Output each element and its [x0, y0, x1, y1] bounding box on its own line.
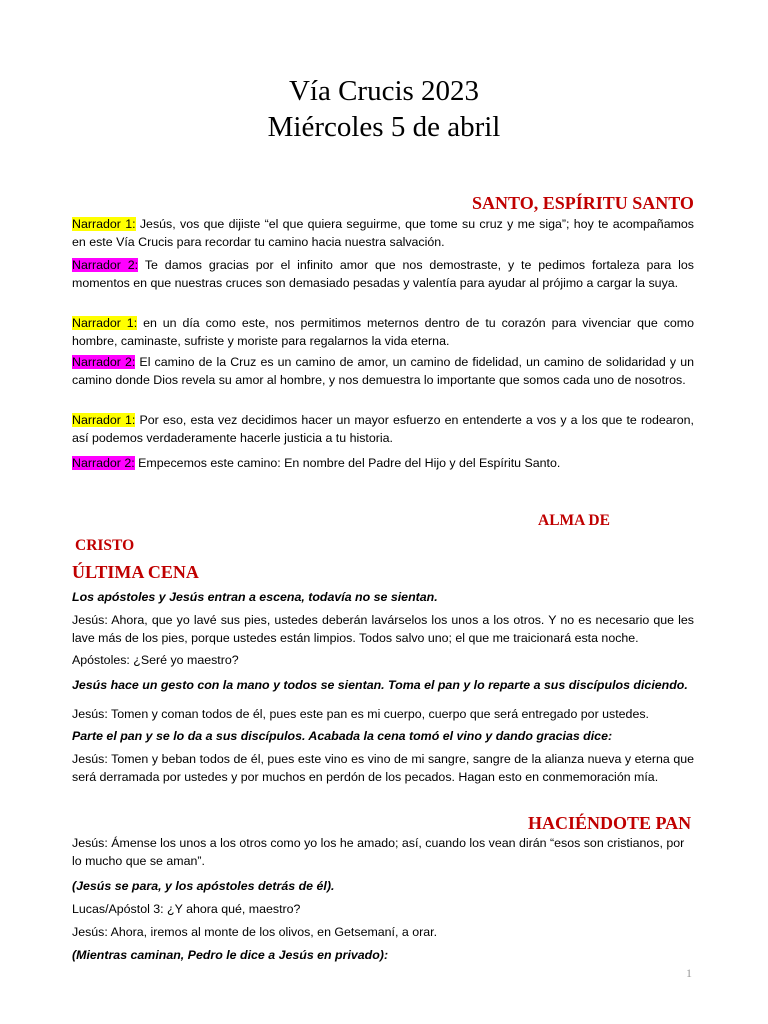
- dialogue-line: Jesús: Tomen y beban todos de él, pues este vino es vino de mi sangre, sangre de la alianza nueva y eterna que será derramada por ustedes y por muchos en perdón de los pecados. Hagan esto en conmemoración mía.: [72, 752, 694, 784]
- paragraph-text: Jesús, vos que dijiste “el que quiera seguirme, que tome su cruz y me siga”; hoy te acompañamos en este Vía Crucis para recordar tu camino hacia nuestra salvación.: [72, 217, 694, 249]
- document-date: Miércoles 5 de abril: [267, 111, 501, 143]
- dialogue-line: Jesús: Ahora, que yo lavé sus pies, ustedes deberán lavárselos los unos a los otros. Y no es necesario que les lave más de los pies, porque ustedes están limpios. Todos salvo uno; el que me traicionará esta noche.: [72, 613, 694, 645]
- speaker-label: Narrador 1:: [72, 413, 136, 427]
- speaker-label: Narrador 2:: [72, 355, 136, 369]
- stage-direction: Jesús hace un gesto con la mano y todos se sientan. Toma el pan y lo reparte a sus discípulos diciendo.: [72, 678, 688, 692]
- paragraph-text: Por eso, esta vez decidimos hacer un mayor esfuerzo en entenderte a vos y a los que te rodearon, así podemos verdaderamente hacerle justicia a tu historia.: [72, 413, 694, 445]
- dialogue-line: Apóstoles: ¿Seré yo maestro?: [72, 653, 239, 667]
- speaker-label: Narrador 2:: [72, 456, 135, 470]
- narrator-paragraph: [72, 454, 694, 472]
- narrator-paragraph: [72, 215, 694, 251]
- dialogue-line: Jesús: Ahora, iremos al monte de los olivos, en Getsemaní, a orar.: [72, 925, 438, 939]
- paragraph-text: Empecemos este camino: En nombre del Padre del Hijo y del Espíritu Santo.: [134, 456, 561, 470]
- section-heading-cristo: CRISTO: [75, 537, 135, 554]
- speaker-label: Narrador 1:: [72, 217, 136, 231]
- dialogue-line: Jesús: Tomen y coman todos de él, pues este pan es mi cuerpo, cuerpo que será entregado por ustedes.: [72, 707, 649, 721]
- section-heading-santo-espiritu: SANTO, ESPÍRITU SANTO: [472, 193, 694, 213]
- narrator-paragraph: [72, 411, 694, 447]
- section-heading-haciendote-pan: HACIÉNDOTE PAN: [528, 813, 692, 833]
- dialogue-line: Jesús: Ámense los unos a los otros como yo los he amado; así, cuando los vean dirán “esos son cristianos, por lo mucho que se aman”.: [72, 836, 685, 868]
- speaker-label: Narrador 2:: [72, 258, 139, 272]
- dialogue-line: Lucas/Apóstol 3: ¿Y ahora qué, maestro?: [72, 902, 301, 916]
- section-subheading-ultima-cena: ÚLTIMA CENA: [72, 562, 199, 582]
- stage-direction: Los apóstoles y Jesús entran a escena, todavía no se sientan.: [72, 590, 438, 604]
- stage-direction: Parte el pan y se lo da a sus discípulos. Acabada la cena tomó el vino y dando gracias dice:: [72, 729, 613, 743]
- section-heading-alma-de: ALMA DE: [538, 512, 610, 529]
- paragraph-text: Te damos gracias por el infinito amor que nos demostraste, y te pedimos fortaleza para los momentos en que nuestras cruces son demasiado pesadas y valentía para ayudar al prójimo a cargar la suya.: [72, 258, 694, 290]
- stage-direction: (Jesús se para, y los apóstoles detrás de él).: [72, 879, 335, 893]
- speaker-label: Narrador 1:: [72, 316, 138, 330]
- paragraph-text: en un día como este, nos permitimos meternos dentro de tu corazón para vivenciar que como hombre, caminaste, sufriste y moriste para regalarnos la vida eterna.: [72, 316, 694, 348]
- narrator-paragraph: [72, 353, 694, 389]
- paragraph-text: El camino de la Cruz es un camino de amor, un camino de fidelidad, un camino de solidaridad y un camino donde Dios revela su amor al hombre, y nos demuestra lo importante que somos cada uno de nosotros.: [72, 355, 694, 387]
- document-title: Vía Crucis 2023: [288, 75, 480, 107]
- stage-direction: (Mientras caminan, Pedro le dice a Jesús en privado):: [72, 948, 389, 962]
- narrator-paragraph: [72, 314, 694, 350]
- narrator-paragraph: [72, 256, 694, 292]
- page-number: 1: [686, 966, 692, 980]
